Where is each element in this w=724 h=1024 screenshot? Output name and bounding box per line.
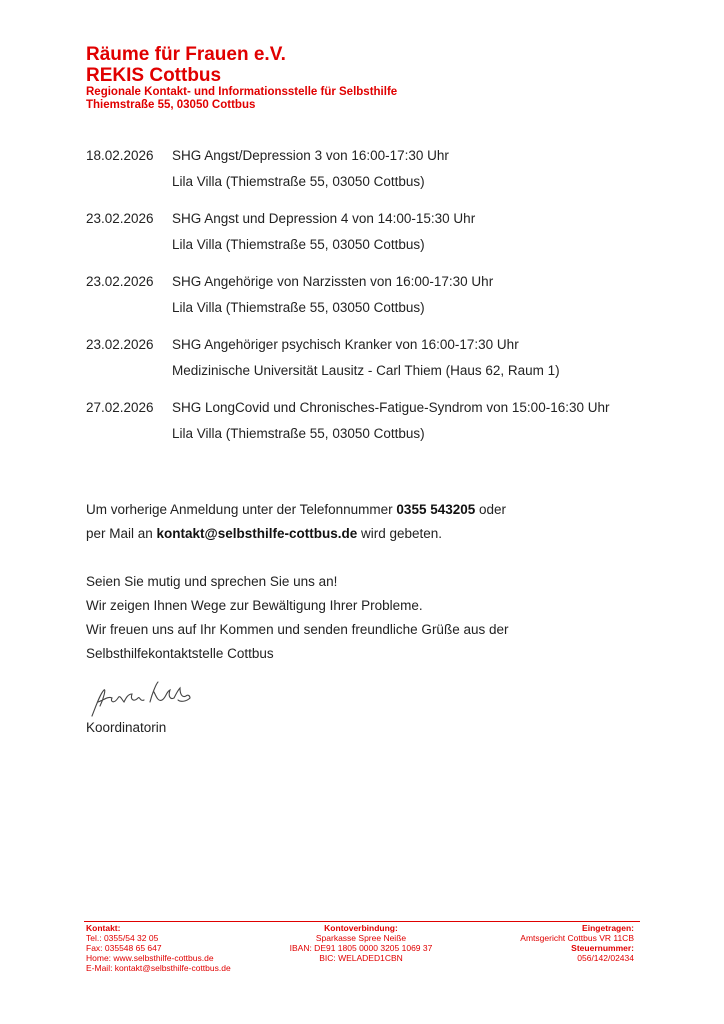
footer-heading: Kontakt:	[86, 923, 121, 933]
footer-bank-name: Sparkasse Spree Neiße	[315, 933, 407, 943]
handwritten-signature	[86, 676, 196, 724]
organization-subname: REKIS Cottbus	[86, 65, 222, 86]
footer-contact	[86, 923, 231, 973]
closing-line: Seien Sie mutig und sprechen Sie uns an!	[86, 574, 338, 589]
closing-line: Selbsthilfekontaktstelle Cottbus	[86, 646, 274, 661]
registration-text: wird gebeten.	[357, 526, 443, 541]
registration-text: Um vorherige Anmeldung unter der Telefonnummer	[86, 502, 397, 517]
footer-tel: Tel.: 0355/54 32 05	[86, 933, 159, 943]
registration-text: oder	[475, 502, 507, 517]
footer-registration	[520, 923, 634, 963]
event-location: Lila Villa (Thiemstraße 55, 03050 Cottbus)	[172, 426, 425, 441]
footer-iban: IBAN: DE91 1805 0000 3205 1069 37	[289, 943, 433, 953]
event-title: SHG Angehörige von Narzissten von 16:00-17:30 Uhr	[172, 274, 494, 289]
footer-bic: BIC: WELADED1CBN	[319, 953, 403, 963]
event-date: 23.02.2026	[86, 337, 154, 352]
event-date: 23.02.2026	[86, 274, 154, 289]
event-location: Lila Villa (Thiemstraße 55, 03050 Cottbus)	[172, 237, 425, 252]
phone-number: 0355 543205	[396, 502, 476, 517]
organization-subtitle: Regionale Kontakt- und Informationsstelle für Selbsthilfe	[86, 86, 398, 98]
organization-address: Thiemstraße 55, 03050 Cottbus	[86, 99, 256, 111]
event-title: SHG Angst und Depression 4 von 14:00-15:30 Uhr	[172, 211, 476, 226]
footer-heading: Eingetragen:	[582, 923, 634, 933]
registration-note	[86, 498, 506, 546]
footer-bank	[276, 923, 446, 963]
registration-line-email	[86, 522, 506, 546]
footer-home[interactable]: Home: www.selbsthilfe-cottbus.de	[86, 953, 214, 963]
event-date: 18.02.2026	[86, 148, 154, 163]
footer-register: Amtsgericht Cottbus VR 11CB	[520, 933, 634, 943]
event-date: 23.02.2026	[86, 211, 154, 226]
event-date: 27.02.2026	[86, 400, 154, 415]
event-location: Lila Villa (Thiemstraße 55, 03050 Cottbus)	[172, 300, 425, 315]
event-title: SHG Angehöriger psychisch Kranker von 16:00-17:30 Uhr	[172, 337, 519, 352]
event-title: SHG LongCovid und Chronisches-Fatigue-Syndrom von 15:00-16:30 Uhr	[172, 400, 610, 415]
letterhead	[86, 44, 397, 112]
footer-tax-number: 056/142/02434	[577, 953, 634, 963]
signer-role: Koordinatorin	[86, 720, 167, 735]
event-title: SHG Angst/Depression 3 von 16:00-17:30 Uhr	[172, 148, 449, 163]
closing-line: Wir freuen uns auf Ihr Kommen und senden freundliche Grüße aus der	[86, 622, 509, 637]
footer-heading: Kontoverbindung:	[324, 923, 398, 933]
footer-heading: Steuernummer:	[571, 943, 634, 953]
registration-line-phone	[86, 498, 506, 522]
registration-text: per Mail an	[86, 526, 157, 541]
footer-divider	[84, 921, 640, 922]
event-location: Lila Villa (Thiemstraße 55, 03050 Cottbus)	[172, 174, 425, 189]
closing-text	[86, 570, 508, 666]
organization-name: Räume für Frauen e.V.	[86, 44, 286, 65]
closing-line: Wir zeigen Ihnen Wege zur Bewältigung Ihrer Probleme.	[86, 598, 423, 613]
email-address[interactable]: kontakt@selbsthilfe-cottbus.de	[156, 526, 358, 541]
event-location: Medizinische Universität Lausitz - Carl Thiem (Haus 62, Raum 1)	[172, 363, 560, 378]
footer-fax: Fax: 035548 65 647	[86, 943, 162, 953]
footer-email[interactable]: E-Mail: kontakt@selbsthilfe-cottbus.de	[86, 963, 231, 973]
